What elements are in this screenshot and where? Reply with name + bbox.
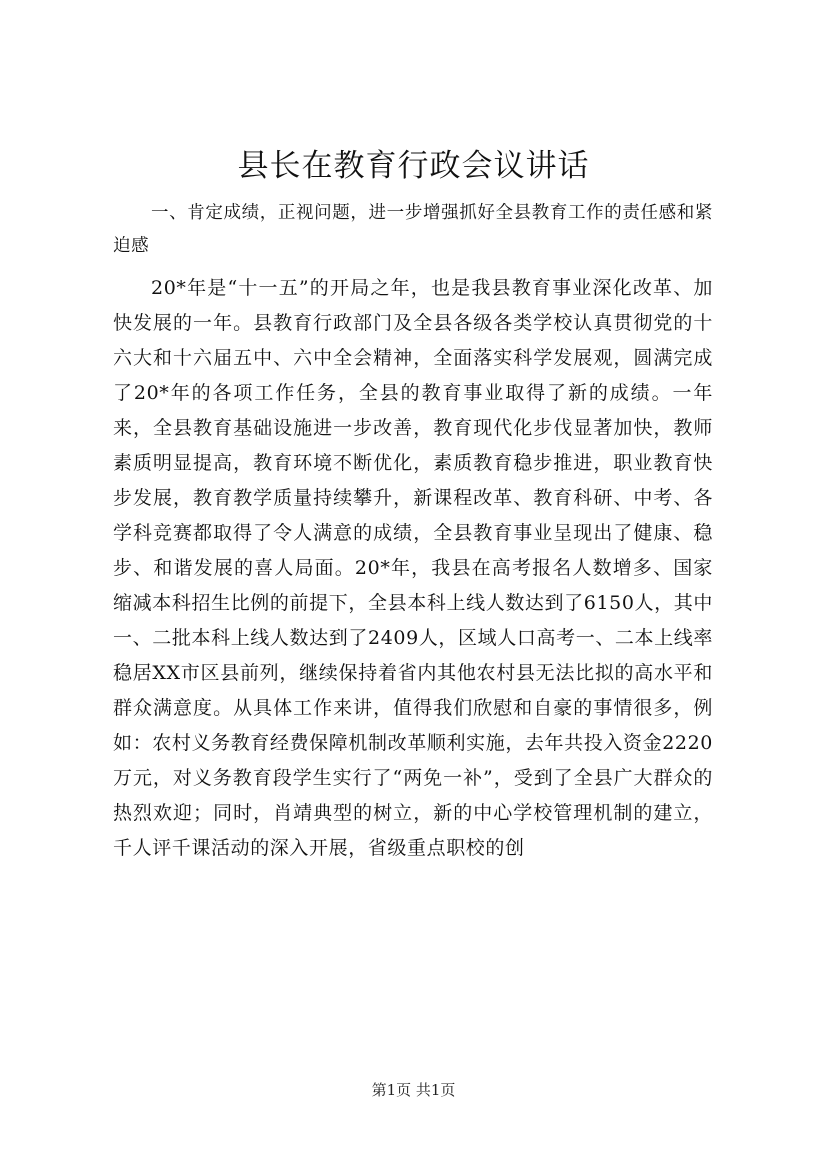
page-footer: 第1页 共1页 (371, 1081, 456, 1099)
document-title: 县长在教育行政会议讲话 (237, 148, 590, 184)
document-body (113, 197, 713, 866)
section-heading: 一、肯定成绩，正视问题，进一步增强抓好全县教育工作的责任感和紧迫感 (113, 203, 713, 256)
body-paragraph: 20*年是“十一五”的开局之年，也是我县教育事业深化改革、加快发展的一年。县教育行政部门及全县各级各类学校认真贯彻党的十六大和十六届五中、六中全会精神，全面落实科学发展观，圆满完成了20*年的各项工作任务，全县的教育事业取得了新的成绩。一年来，全县教育基础设施进一步改善，教育现代化步伐显著加快，教师素质明显提高，教育环境不断优化，素质教育稳步推进，职业教育快步发展，教育教学质量持续攀升，新课程改革、教育科研、中考、各学科竞赛都取得了令人满意的成绩，全县教育事业呈现出了健康、稳步、和谐发展的喜人局面。20*年，我县在高考报名人数增多、国家缩减本科招生比例的前提下，全县本科上线人数达到了6150人，其中一、二批本科上线人数达到了2409人，区域人口高考一、二本上线率稳居XX市区县前列，继续保持着省内其他农村县无法比拟的高水平和群众满意度。从具体工作来讲，值得我们欣慰和自豪的事情很多，例如：农村义务教育经费保障机制改革顺利实施，去年共投入资金2220万元，对义务教育段学生实行了“两免一补”，受到了全县广大群众的热烈欢迎；同时，肖靖典型的树立，新的中心学校管理机制的建立，千人评千课活动的深入开展，省级重点职校的创 (113, 277, 713, 859)
